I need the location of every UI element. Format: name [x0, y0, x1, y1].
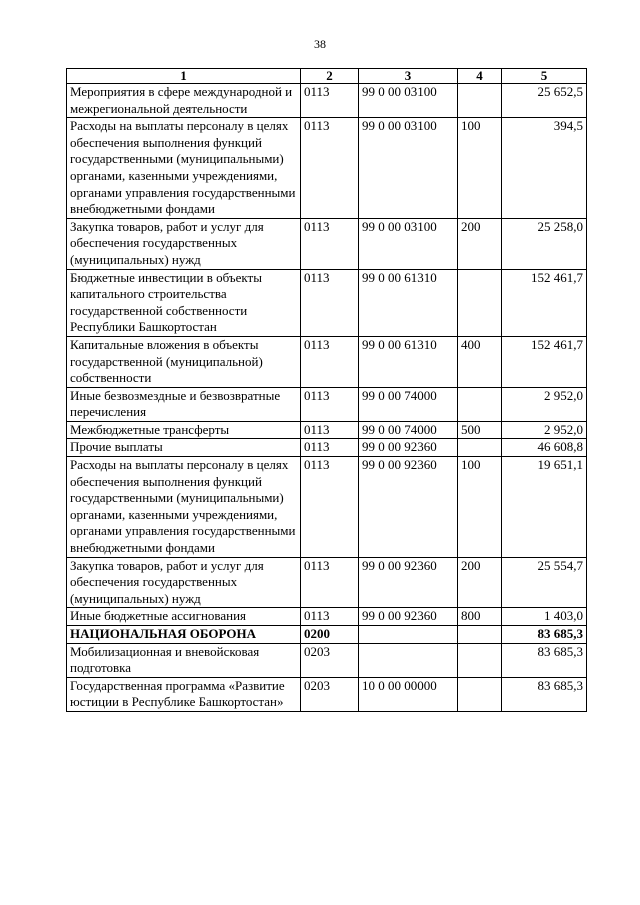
expense-type [458, 269, 502, 336]
table-row [67, 677, 587, 711]
table-header-row [67, 69, 587, 84]
target-code: 99 0 00 92360 [359, 608, 458, 626]
budget-table [66, 68, 587, 712]
expense-type [458, 626, 502, 644]
target-code: 99 0 00 61310 [359, 336, 458, 387]
expense-type [458, 439, 502, 457]
section-code: 0113 [301, 269, 359, 336]
item-name: Прочие выплаты [67, 439, 301, 457]
column-header: 2 [301, 69, 359, 84]
amount: 1 403,0 [502, 608, 587, 626]
column-header: 4 [458, 69, 502, 84]
page-number: 38 [314, 37, 326, 51]
target-code: 10 0 00 00000 [359, 677, 458, 711]
target-code: 99 0 00 92360 [359, 557, 458, 608]
expense-type [458, 387, 502, 421]
table-row [67, 608, 587, 626]
expense-type [458, 677, 502, 711]
amount: 83 685,3 [502, 643, 587, 677]
item-name: Иные бюджетные ассигнования [67, 608, 301, 626]
target-code: 99 0 00 61310 [359, 269, 458, 336]
item-name: Мероприятия в сфере международной и межрегиональной деятельности [67, 84, 301, 118]
section-code: 0203 [301, 677, 359, 711]
section-code: 0113 [301, 218, 359, 269]
target-code [359, 643, 458, 677]
target-code: 99 0 00 03100 [359, 218, 458, 269]
expense-type [458, 84, 502, 118]
amount: 2 952,0 [502, 421, 587, 439]
amount: 19 651,1 [502, 457, 587, 558]
table-row [67, 557, 587, 608]
section-code: 0200 [301, 626, 359, 644]
item-name: Расходы на выплаты персоналу в целях обеспечения выполнения функций государственными (муниципальными) органами, казенными учреждениями, органами управления государственными внебюджетными фондами [67, 118, 301, 219]
section-code: 0113 [301, 608, 359, 626]
expense-type: 100 [458, 457, 502, 558]
table-row [67, 457, 587, 558]
section-code: 0113 [301, 336, 359, 387]
amount: 152 461,7 [502, 336, 587, 387]
table-row-section-total [67, 626, 587, 644]
table-row [67, 439, 587, 457]
expense-type: 800 [458, 608, 502, 626]
item-name: Межбюджетные трансферты [67, 421, 301, 439]
item-name: НАЦИОНАЛЬНАЯ ОБОРОНА [67, 626, 301, 644]
amount: 83 685,3 [502, 626, 587, 644]
target-code: 99 0 00 03100 [359, 118, 458, 219]
section-code: 0203 [301, 643, 359, 677]
expense-type: 100 [458, 118, 502, 219]
amount: 83 685,3 [502, 677, 587, 711]
amount: 25 652,5 [502, 84, 587, 118]
table-row [67, 269, 587, 336]
item-name: Закупка товаров, работ и услуг для обеспечения государственных (муниципальных) нужд [67, 218, 301, 269]
expense-type: 500 [458, 421, 502, 439]
expense-type: 200 [458, 218, 502, 269]
section-code: 0113 [301, 387, 359, 421]
section-code: 0113 [301, 84, 359, 118]
section-code: 0113 [301, 557, 359, 608]
item-name: Мобилизационная и вневойсковая подготовка [67, 643, 301, 677]
table-row [67, 336, 587, 387]
target-code: 99 0 00 92360 [359, 457, 458, 558]
item-name: Капитальные вложения в объекты государственной (муниципальной) собственности [67, 336, 301, 387]
section-code: 0113 [301, 421, 359, 439]
column-header: 5 [502, 69, 587, 84]
table-row [67, 643, 587, 677]
target-code: 99 0 00 74000 [359, 387, 458, 421]
item-name: Бюджетные инвестиции в объекты капитального строительства государственной собственности Республики Башкортостан [67, 269, 301, 336]
section-code: 0113 [301, 457, 359, 558]
target-code [359, 626, 458, 644]
amount: 25 258,0 [502, 218, 587, 269]
target-code: 99 0 00 03100 [359, 84, 458, 118]
amount: 25 554,7 [502, 557, 587, 608]
expense-type: 400 [458, 336, 502, 387]
amount: 152 461,7 [502, 269, 587, 336]
expense-type [458, 643, 502, 677]
expense-type: 200 [458, 557, 502, 608]
target-code: 99 0 00 92360 [359, 439, 458, 457]
table-row [67, 421, 587, 439]
amount: 394,5 [502, 118, 587, 219]
table-row [67, 387, 587, 421]
table-row [67, 84, 587, 118]
table-row [67, 218, 587, 269]
item-name: Государственная программа «Развитие юстиции в Республике Башкортостан» [67, 677, 301, 711]
item-name: Иные безвозмездные и безвозвратные перечисления [67, 387, 301, 421]
item-name: Закупка товаров, работ и услуг для обеспечения государственных (муниципальных) нужд [67, 557, 301, 608]
column-header: 1 [67, 69, 301, 84]
section-code: 0113 [301, 439, 359, 457]
amount: 2 952,0 [502, 387, 587, 421]
section-code: 0113 [301, 118, 359, 219]
table-row [67, 118, 587, 219]
target-code: 99 0 00 74000 [359, 421, 458, 439]
amount: 46 608,8 [502, 439, 587, 457]
column-header: 3 [359, 69, 458, 84]
item-name: Расходы на выплаты персоналу в целях обеспечения выполнения функций государственными (муниципальными) органами, казенными учреждениями, органами управления государственными внебюджетными фондами [67, 457, 301, 558]
